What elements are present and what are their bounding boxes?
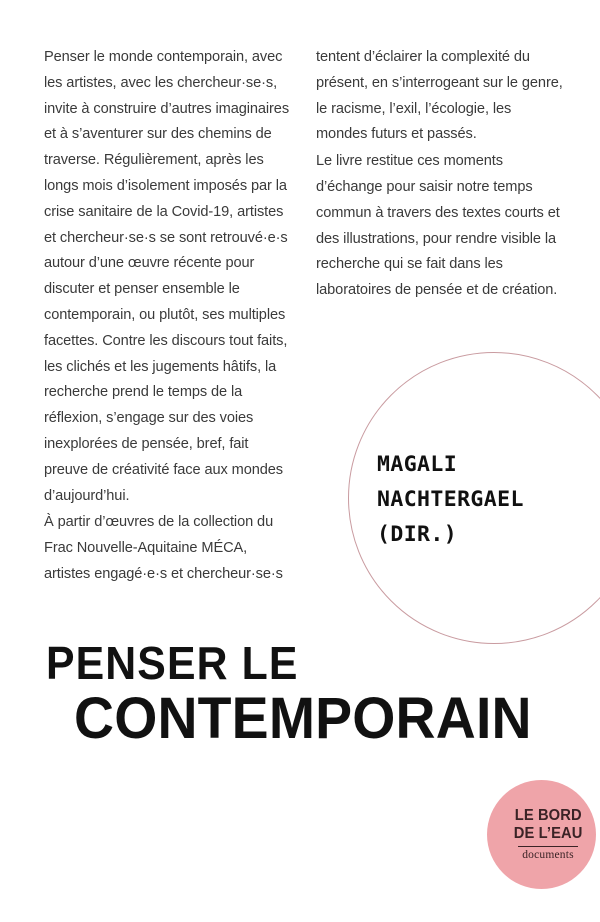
publisher-logo-content (487, 780, 596, 889)
blurb-paragraph: tentent d’éclairer la complexité du présent, en s’interrogeant sur le genre, le racisme, l’exil, l’écologie, les mondes futurs et passés. (316, 49, 563, 143)
blurb-right-column (316, 45, 564, 304)
title-line-two: CONTEMPORAIN (74, 686, 532, 751)
author-last-name: NACHTERGAEL (377, 487, 524, 512)
blurb-left-column (44, 45, 290, 588)
author-name (377, 447, 600, 552)
blurb-paragraph: Penser le monde contemporain, avec les artistes, avec les chercheur·se·s, invite à construire d’autres imaginaires et à s’aventurer sur des chemins de traverse. Régulièrement, après les longs mois d’isolement imposés par la crise sanitaire de la Covid-19, artistes et chercheur·se·s se sont retrouvé·e·s autour d’une œuvre récente pour discuter et penser ensemble le contemporain, ou plutôt, ses multiples facettes. Contre les discours tout faits, les clichés et les jugements hâtifs, la recherche prend le temps de la réflexion, s’engage sur des voies inexplorées de pensée, bref, fait preuve de créativité face aux mondes d’aujourd’hui. (44, 49, 290, 504)
publisher-name-line-one: LE BORD (514, 807, 582, 825)
author-role: (DIR.) (377, 522, 458, 547)
author-first-name: MAGALI (377, 452, 458, 477)
blurb-paragraph: Le livre restitue ces moments d’échange pour saisir notre temps commun à travers des textes courts et des illustrations, pour rendre visible la recherche qui se fait dans les laboratoires de pensée et de création. (316, 153, 560, 299)
book-title (46, 638, 553, 750)
title-line-one: PENSER LE (46, 637, 299, 689)
publisher-collection-label: documents (522, 848, 574, 861)
publisher-name-line-two: DE L’EAU (513, 824, 583, 842)
blurb-paragraph: À partir d’œuvres de la collection du Frac Nouvelle-Aquitaine MÉCA, artistes engagé·e·s et chercheur·se·s (44, 514, 283, 582)
publisher-logo (487, 780, 596, 889)
publisher-divider (518, 846, 578, 847)
